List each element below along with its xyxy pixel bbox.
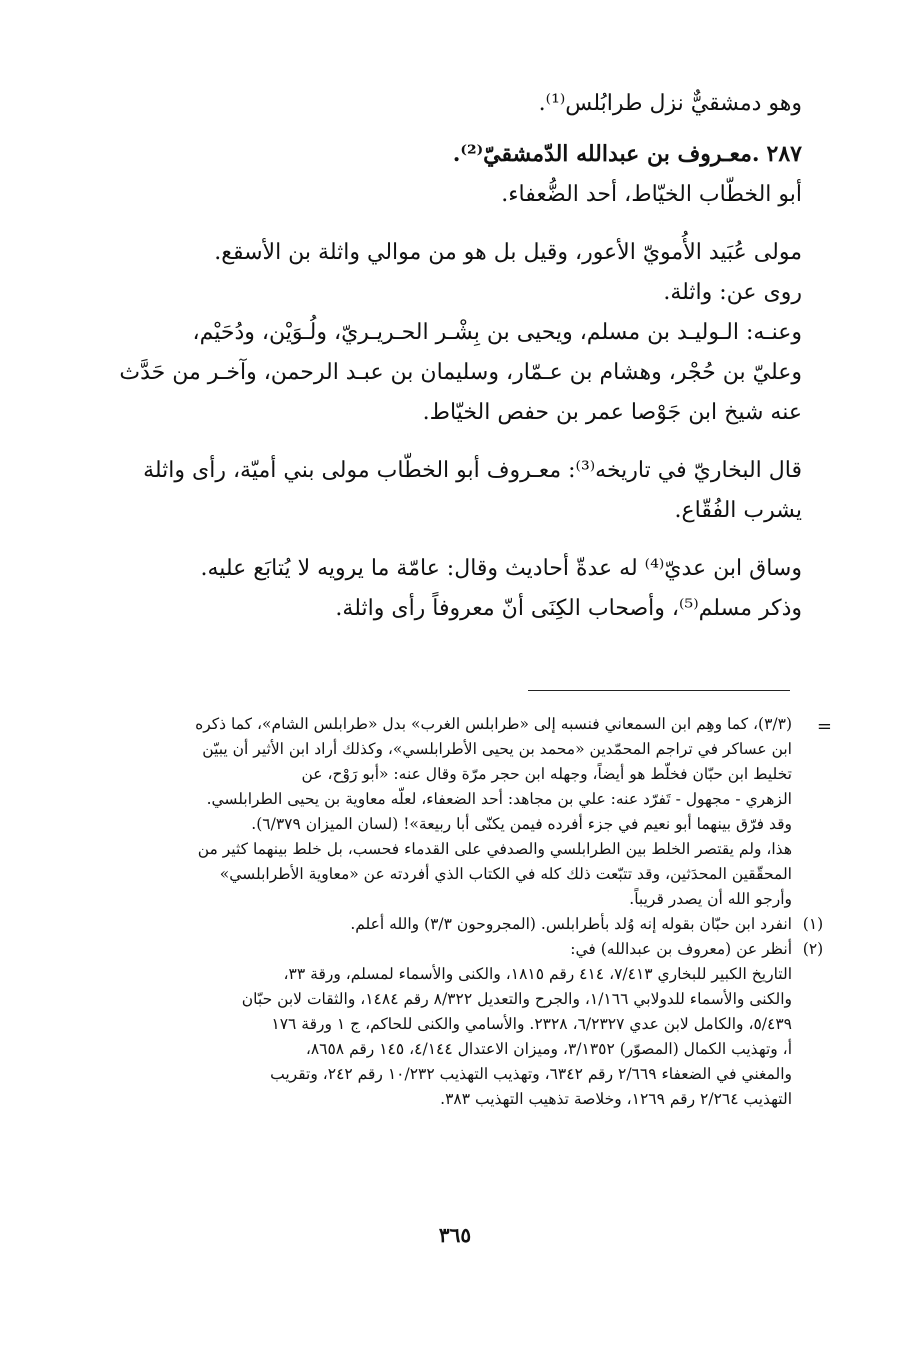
text-line: وعنـه: الـوليـد بن مسلم، ويحيى بن بِشْـر الحـريـريّ، ولُـوَيْن، ودُحَيْم، (192, 320, 802, 345)
page-number: ٣٦٥ (438, 1223, 472, 1247)
text-line: روى عن: واثلة. (663, 280, 802, 305)
text-line: عنه شيخ ابن جَوْصا عمر بن حفص الخيّاط. (422, 400, 802, 425)
text-line: يشرب الفُقّاع. (674, 498, 802, 523)
footnote-line: المحقّقين المحدَثين، وقد تتبّعت ذلك كله في الكتاب الذي أفردته عن «معاوية الأطرابلسي» (219, 865, 792, 883)
text-line: وساق ابن عديّ⁽⁴⁾ له عدةّ أحاديث وقال: عامّة ما يرويه لا يُتابَع عليه. (200, 556, 802, 581)
footnote-line: الزهري - مجهول - تَفرّد عنه: علي بن مجاهد: أحد الضعفاء، لعلّه معاوية بن يحيى الطرابلسي. (206, 790, 792, 808)
footnote-line: وأرجو الله أن يصدر قريباً. (629, 890, 792, 908)
footnotes (80, 712, 832, 1112)
footnote-marker: (٢) (802, 940, 824, 958)
paragraph-intro (90, 84, 802, 124)
text-line: وهو دمشقيٌّ نزل طرابُلس⁽¹⁾. (538, 91, 802, 116)
text-line: مولى عُبَيد الأُمويّ الأعور، وقيل بل هو من موالي واثلة بن الأسقع. (214, 240, 802, 265)
footnote-line: والمغني في الضعفاء ٢/٦٦٩ رقم ٦٣٤٢، وتهذيب التهذيب ١٠/٢٣٢ رقم ٢٤٢، وتقريب (270, 1065, 792, 1083)
footnote-1 (80, 912, 824, 937)
footnote-line: انفرد ابن حبّان بقوله إنه وُلد بأطرابلس. (المجروحون ٣/٣) والله أعلم. (350, 915, 792, 933)
footnote-line: ٥/٤٣٩، والكامل لابن عدي ٦/٢٣٢٧، ٢٣٢٨. والأسامي والكنى للحاكم، ج ١ ورقة ١٧٦ (271, 1015, 792, 1033)
entry-kunya: أبو الخطّاب الخيّاط، أحد الضُّعفاء. (501, 182, 802, 207)
footnote-line: أ، وتهذيب الكمال (المصوّر) ٣/١٣٥٢، وميزان الاعتدال ٤/١٤٤، ١٤٥ رقم ٨٦٥٨، (305, 1040, 792, 1058)
footnote-line: التهذيب ٢/٢٦٤ رقم ١٢٦٩، وخلاصة تذهيب التهذيب ٣٨٣. (440, 1090, 792, 1108)
paragraph-bukhari (90, 451, 802, 531)
footnote-line: ابن عساكر في تراجم المحمّدين «محمد بن يحيى الأطرابلسي»، وكذلك أراد ابن الأثير أن يبيّن (202, 740, 792, 758)
footnote-line: تخليط ابن حبّان فخلّط هو أيضاً، وجهله ابن حجر مرّة وقال عنه: «أبو رَوْح، عن (301, 765, 792, 783)
entry-number: ٢٨٧ (766, 141, 802, 167)
footnote-2 (80, 937, 824, 962)
text-line: قال البخاريّ في تاريخه⁽³⁾: معـروف أبو الخطّاب مولى بني أميّة، رأى واثلة (143, 458, 802, 483)
entry-heading (90, 134, 802, 215)
paragraph-mawla (90, 233, 802, 433)
entry-title (90, 134, 802, 175)
footnote-line: التاريخ الكبير للبخاري ٧/٤١٣، ٤١٤ رقم ١٨١٥، والكنى والأسماء لمسلم، ورقة ٣٣، (283, 965, 792, 983)
footnote-continuation (80, 712, 832, 737)
footnote-line: (٣/٣)، كما وهِم ابن السمعاني فنسبه إلى «طرابلس الغرب» بدل «طرابلس الشام»، كما ذكره (195, 715, 792, 733)
footnote-marker: (١) (802, 915, 824, 933)
footnote-line: والكنى والأسماء للدولابي ١/١٦٦، والجرح والتعديل ٨/٣٢٢ رقم ١٤٨٤، والثقات لابن حبّان (241, 990, 792, 1008)
paragraph-adi (90, 549, 802, 629)
footnote-line: وقد فرّق بينهما أبو نعيم في جزء أفرده فيمن يكنّى أبا ربيعة»! (لسان الميزان ٦/٣٧٩). (251, 815, 792, 833)
entry-name: .معـروف بن عبدالله الدّمشقيّ⁽²⁾. (452, 141, 760, 167)
footnote-line: أنظر عن (معروف بن عبدالله) في: (570, 940, 792, 958)
footnote-separator (528, 690, 790, 691)
continuation-marker: = (816, 716, 832, 737)
footnote-line: هذا، ولم يقتصر الخلط بين الطرابلسي والصدفي على القدماء فحسب، بل خلط بينهما كثير من (197, 840, 792, 858)
text-line: وذكر مسلم⁽⁵⁾، وأصحاب الكِنَى أنّ معروفاً رأى واثلة. (335, 596, 802, 621)
main-text (90, 84, 802, 629)
text-line: وعليّ بن حُجْر، وهشام بن عـمّار، وسليمان بن عبـد الرحمن، وآخـر من حَدَّث (119, 360, 802, 385)
